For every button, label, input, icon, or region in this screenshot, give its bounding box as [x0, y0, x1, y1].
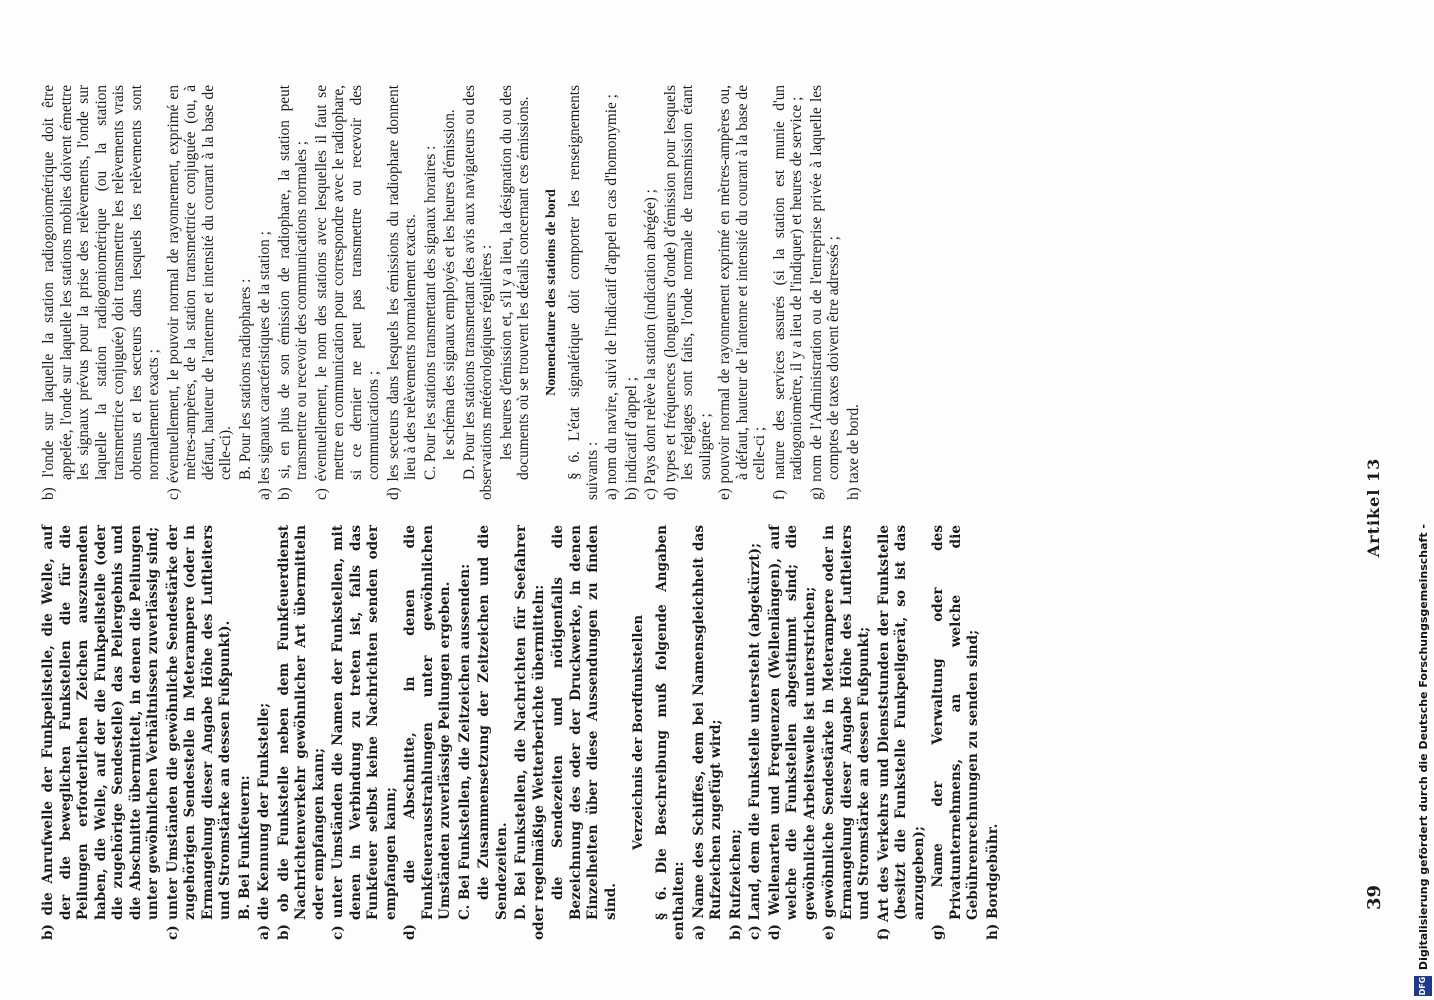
de-list-f: f) Art des Verkehrs und Dienststunden der Funkstelle (besitzt die Funkstelle Funkpeilgerät, so ist das anzugeben);: [875, 525, 927, 940]
de-list-g: g) Name der Verwaltung oder des Privatunternehmens, an welche die Gebührenrechnungen zu senden sind;: [930, 525, 981, 940]
french-column: [40, 85, 864, 500]
de-section-d-text: die Sendezeiten und nötigenfalls die Bezeichnung des oder der Druckwerke, in denen Einzelheiten über diese Aussendungen zu finden sind.: [550, 525, 619, 920]
fr-list-d: d) types et fréquences (longueurs d'onde) d'émission pour lesquels les réglages sont faits, l'onde normale de transmission étant soulignée ;: [661, 85, 714, 500]
fr-list-f: f) nature des services assurés (si la station est munie d'un radiogoniomètre, il y a lieu de l'indiquer) et heures de service ;: [770, 85, 805, 500]
fr-list-g: g) nom de l'Administration ou de l'entreprise privée à laquelle les comptes de taxes doivent être adressés ;: [807, 85, 842, 500]
fr-list-h: h) taxe de bord.: [844, 404, 862, 500]
fr-list-c: c) Pays dont relève la station (indication abrégée) ;: [642, 189, 659, 500]
de-list-c: c) Land, dem die Funkstelle untersteht (abgekürzt);: [747, 542, 763, 940]
article-title: Artikel 13: [1364, 457, 1383, 558]
de-list-a: a) Name des Schiffes, dem bei Namensgleichheit das Rufzeichen zugefügt wird;: [690, 525, 724, 940]
fr-radiophare-b: b) si, en plus de son émission de radiophare, la station peut transmettre ou recevoir des communications normales ;: [275, 85, 310, 500]
fr-radiophare-d: d) les secteurs dans lesquels les émissions du radiophare donnent lieu à des relèvements normalement exacts.: [384, 85, 419, 500]
de-list-e: e) gewöhnliche Sendestärke in Meterampere oder in Ermangelung dieser Angabe Höhe des Luftleiters und Stromstärke an dessen Fußpunkt;: [821, 525, 872, 940]
de-item-c: c) unter Umständen die gewöhnliche Sendestärke der zugehörigen Sendestelle in Meterampere (oder in Ermangelung dieser Angabe Höhe des Luftleiters und Stromstärke an dessen Fußpunkt).: [164, 525, 233, 940]
german-column: [40, 525, 1004, 940]
de-section-c-text: die Zusammensetzung der Zeitzeichen und die Sendezeiten.: [476, 525, 510, 920]
fr-section-d: D. Pour les stations transmettant des avis aux navigateurs ou des observations météorologiques régulières :: [460, 85, 495, 500]
de-section-d: D. Bei Funkstellen, die Nachrichten für Seefahrer oder regelmäßige Wetterberichte übermitteln:: [513, 525, 547, 940]
de-list-h: h) Bordgebühr.: [984, 823, 1001, 940]
page-header: [1364, 95, 1394, 920]
de-section-c: C. Bei Funkstellen, die Zeitzeichen aussenden:: [456, 563, 473, 920]
digitization-footer: [1410, 0, 1434, 1000]
de-heading: Verzeichnis der Bordfunkstellen: [631, 614, 646, 851]
fr-para6-intro: § 6. L'état signalétique doit comporter les renseignements suivants :: [566, 85, 601, 500]
fr-list-a: a) nom du navire, suivi de l'indicatif d'appel en cas d'homonymie ;: [603, 94, 620, 500]
footer-credit: Digitalisierung gefördert durch die Deutsche Forschungsgemeinschaft -: [1417, 523, 1430, 970]
fr-radiophare-a: a) les signaux caractéristiques de la station ;: [256, 231, 273, 500]
de-section-b: B. Bei Funkfeuern:: [236, 775, 253, 920]
de-list-b: b) Rufzeichen;: [727, 829, 744, 940]
fr-radiophare-c: c) éventuellement, le nom des stations avec lesquelles il faut se mettre en communication pour correspondre avec le radiophare, si ce dernier ne peut pas transmettre ou recevoir des communications ;: [312, 85, 382, 500]
fr-item-b: b) l'onde sur laquelle la station radiogoniométrique doit être appelée, l'onde sur laquelle les stations mobiles doivent émettre les signaux prévus pour la prise des relèvements, l'onde sur laquelle la station radiogoniométrique (ou la station transmettrice conjuguée) doit transmettre les relèvements vrais obtenus et les secteurs dans lesquels les relèvements sont normalement exacts ;: [40, 85, 162, 500]
de-funkfeuer-c: c) unter Umständen die Namen der Funkstellen, mit denen in Verbindung zu treten ist, falls das Funkfeuer selbst keine Nachrichten senden oder empfangen kann;: [330, 525, 399, 940]
fr-section-b: B. Pour les stations radiophares :: [236, 278, 254, 480]
fr-item-c: c) éventuellement, le pouvoir normal de rayonnement, exprimé en mètres-ampères, de la station transmettrice conjuguée (ou, à défaut, hauteur de l'antenne et intensité du courant à la base de celle-ci).: [164, 85, 234, 500]
de-funkfeuer-b: b) ob die Funkstelle neben dem Funkfeuerdienst Nachrichtenverkehr gewöhnlicher Art übermitteln oder empfangen kann;: [275, 525, 327, 940]
fr-list-e: e) pouvoir normal de rayonnement exprimé en mètres-ampères ou, à défaut, hauteur de l'antenne et intensité du courant à la base de celle-ci ;: [716, 85, 768, 500]
fr-section-c: C. Pour les stations transmettant des signaux horaires :: [421, 145, 439, 480]
fr-section-d-text: les heures d'émission et, s'il y a lieu, la désignation du ou des documents où se trouvent les détails concernant ces émissions.: [497, 85, 532, 480]
fr-list-b: b) indicatif d'appel ;: [622, 377, 640, 500]
fr-section-c-text: le schéma des signaux employés et les heures d'émission.: [441, 109, 458, 460]
de-para6-intro: § 6. Die Beschreibung muß folgende Angaben enthalten:: [653, 525, 687, 940]
dfg-logo-icon: DFG: [1414, 976, 1432, 996]
page-number: 39: [1364, 884, 1385, 910]
de-item-b: b) die Anrufwelle der Funkpeilstelle, die Welle, auf der die beweglichen Funkstellen die für die Peilungen erforderlichen Zeichen auszusenden haben, die Welle, auf der die Funkpeilstelle (oder die zugehörige Sendestelle) das Peilergebnis und die Abschnitte übermittelt, in denen die Peilungen unter gewöhnlichen Verhältnissen zuverlässig sind;: [40, 525, 161, 940]
de-funkfeuer-a: a) die Kennung der Funkstelle;: [256, 702, 272, 940]
de-list-d: d) Wellenarten und Frequenzen (Wellenlängen), auf welche die Funkstellen abgestimmt sind; die gewöhnliche Arbeitswelle ist unterstrichen;: [766, 525, 818, 940]
de-funkfeuer-d: d) die Abschnitte, in denen die Funkfeuerausstrahlungen unter gewöhnlichen Umständen zuverlässige Peilungen ergeben.: [402, 525, 453, 940]
fr-heading: Nomenclature des stations de bord: [543, 189, 559, 396]
